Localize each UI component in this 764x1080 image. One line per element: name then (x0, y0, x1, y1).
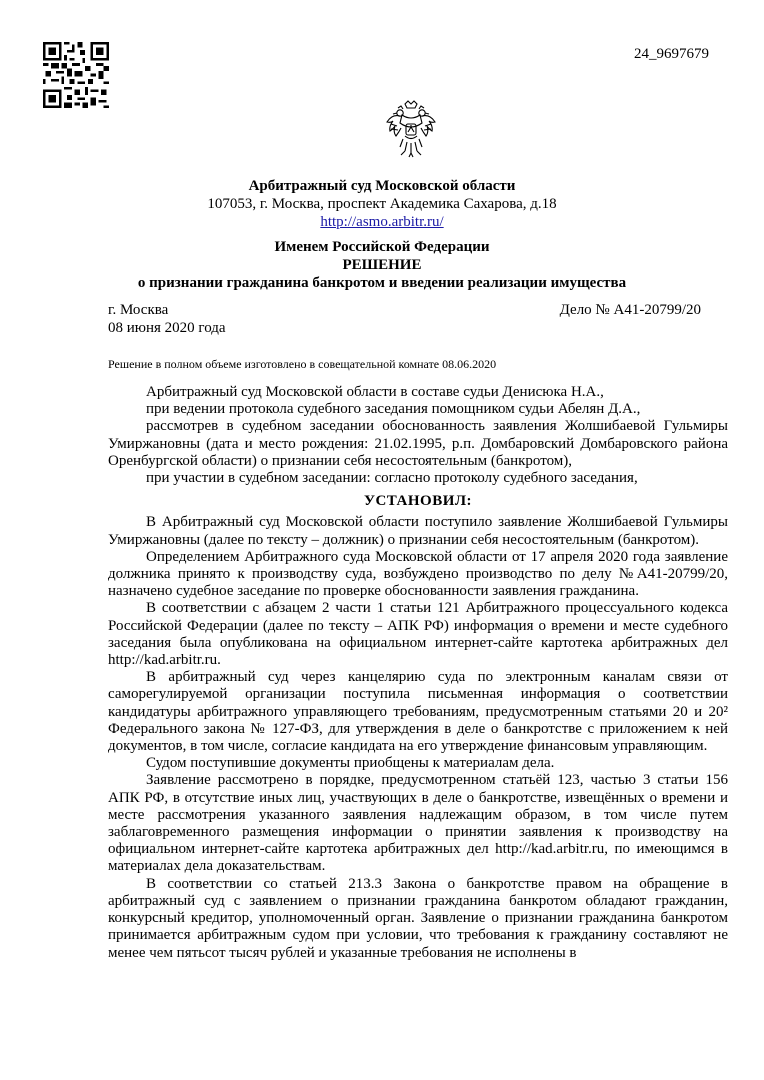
qr-code-icon (43, 42, 109, 108)
intro-paragraph: при участии в судебном заседании: согласно протоколу судебного заседания, (146, 470, 638, 487)
city: г. Москва (108, 302, 169, 318)
title-line-1: Именем Российской Федерации (274, 239, 490, 255)
body-paragraph: Судом поступившие документы приобщены к материалам дела. (146, 755, 555, 772)
section-heading: УСТАНОВИЛ: (363, 493, 473, 510)
document-number: 24_9697679 (634, 46, 709, 62)
coat-of-arms-icon (385, 98, 437, 160)
body-paragraph: В соответствии со статьей 213.3 Закона о банкротстве правом на обращение в арбитражный суд с заявлением о признании гражданина банкротом обладают гражданин, конкурсный кредитор, уполномоченный орган. Заявление о признании гражданина банкротом принимается арбитражным судом при условии, что требования к гражданину составляют не менее чем пятьсот тысяч рублей и указанные требования не исполнены в (108, 875, 728, 961)
body-paragraph: В соответствии с абзацем 2 части 1 статьи 121 Арбитражного процессуального кодекса Российской Федерации (далее по тексту – АПК РФ) информация о времени и месте судебного заседания была опубликована на официальном интернет-сайте картотека арбитражных дел http://kad.arbitr.ru. (108, 600, 728, 669)
body-paragraph: Определением Арбитражного суда Московской области от 17 апреля 2020 года заявление должника принято к производству суда, возбуждено производство по делу №А41-20799/20, назначено судебное заседание по проверке обоснованности заявления гражданина. (108, 548, 728, 600)
body-paragraph: В Арбитражный суд Московской области поступило заявление Жолшибаевой Гульмиры Умиржановны (далее по тексту – должник) о признании себя несостоятельным (банкротом). (108, 514, 728, 548)
case-number: Дело № А41-20799/20 (559, 302, 701, 318)
decision-date: 08 июня 2020 года (108, 320, 226, 336)
intro-paragraph: при ведении протокола судебного заседания помощником судьи Абелян Д.А., (146, 401, 641, 418)
body-paragraph: Заявление рассмотрено в порядке, предусмотренном статьёй 123, частью 3 статьи 156 АПК РФ, в отсутствие иных лиц, участвующих в деле о банкротстве, извещённых о времени и месте рассмотрения указанного заявления надлежащим образом, в том числе путем заблаговременного размещения информации о принятии заявления к производству на официальном интернет-сайте картотека арбитражных дел http://kad.arbitr.ru, по имеющимся в материалах дела доказательствам. (108, 772, 728, 875)
intro-paragraph: Арбитражный суд Московской области в составе судьи Денисюка Н.А., (146, 384, 604, 400)
court-address: 107053, г. Москва, проспект Академика Сахарова, д.18 (207, 196, 557, 212)
intro-paragraph: рассмотрев в судебном заседании обоснованность заявления Жолшибаевой Гульмиры Умиржановны (дата и место рождения: 21.02.1995, р.п. Домбаровский Домбаровского района Оренбургской области) о признании себя несостоятельным (банкротом), (108, 418, 728, 469)
title-line-2: РЕШЕНИЕ (342, 257, 422, 273)
court-website-link[interactable]: http://asmo.arbitr.ru/ (320, 214, 444, 230)
court-name: Арбитражный суд Московской области (248, 178, 516, 194)
full-decision-note: Решение в полном объеме изготовлено в совещательной комнате 08.06.2020 (108, 357, 497, 371)
body-paragraph: В арбитражный суд через канцелярию суда по электронным каналам связи от саморегулируемой организации поступила письменная информация о соответствии кандидатуры арбитражного управляющего требованиям, предусмотренным статьями 20 и 20² Федерального закона № 127-ФЗ, для утверждения в деле о банкротстве с приложением к ней документов, в том числе, согласие кандидата на его утверждение финансовым управляющим. (108, 669, 728, 755)
title-line-3: о признании гражданина банкротом и введении реализации имущества (137, 275, 627, 291)
document-body (108, 384, 728, 962)
